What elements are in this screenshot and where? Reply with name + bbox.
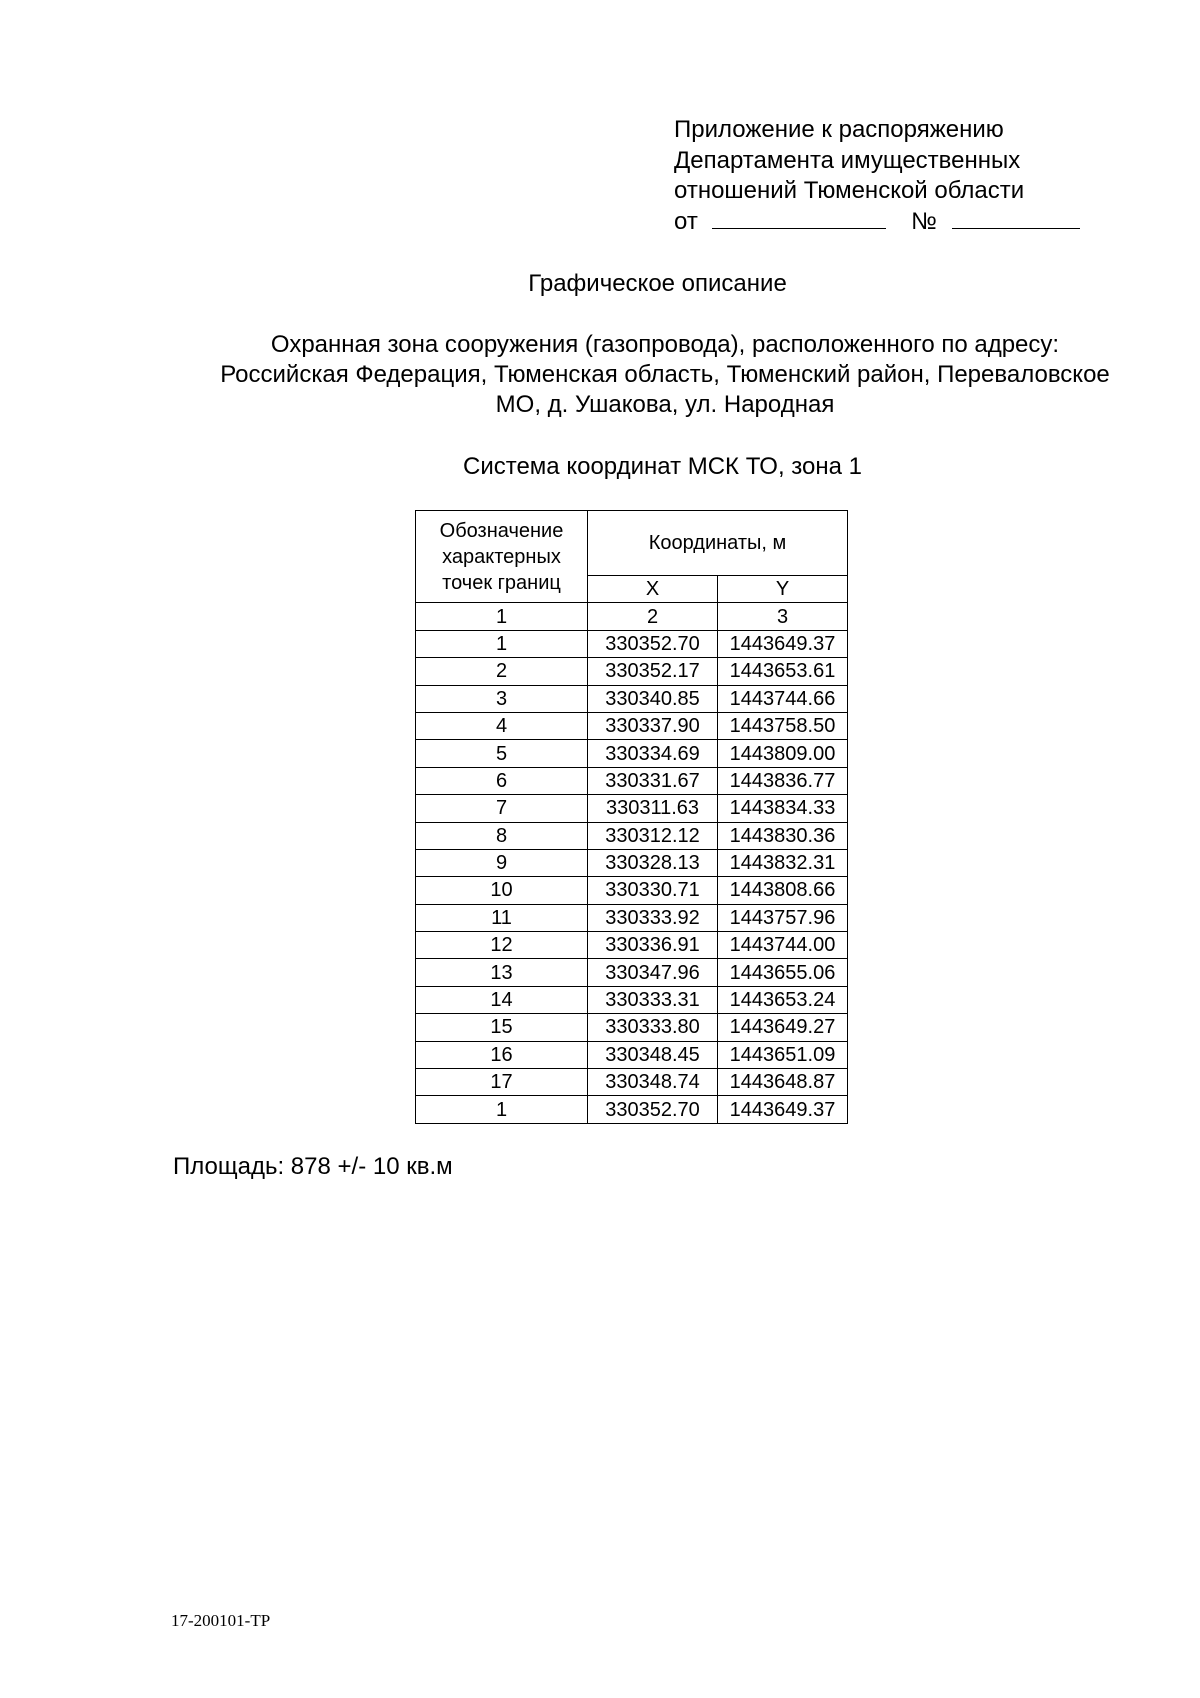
y-coordinate-cell: 1443653.61 bbox=[718, 658, 848, 685]
table-row bbox=[416, 849, 848, 876]
column-number-cell: 3 bbox=[718, 603, 848, 630]
x-coordinate-cell: 330352.70 bbox=[588, 1096, 718, 1123]
table-row bbox=[416, 1041, 848, 1068]
x-coordinate-cell: 330330.71 bbox=[588, 877, 718, 904]
appendix-block bbox=[674, 115, 1080, 237]
x-coordinate-cell: 330348.45 bbox=[588, 1041, 718, 1068]
appendix-line-3: отношений Тюменской области bbox=[674, 177, 1025, 204]
point-number-cell: 14 bbox=[416, 986, 588, 1013]
point-number-cell: 3 bbox=[416, 685, 588, 712]
description-line-1: Охранная зона сооружения (газопровода), расположенного по адресу: bbox=[270, 331, 1060, 358]
header-points-cell bbox=[416, 511, 588, 603]
x-coordinate-cell: 330337.90 bbox=[588, 712, 718, 739]
x-coordinate-cell: 330311.63 bbox=[588, 795, 718, 822]
x-coordinate-cell: 330312.12 bbox=[588, 822, 718, 849]
y-coordinate-cell: 1443832.31 bbox=[718, 849, 848, 876]
point-number-cell: 2 bbox=[416, 658, 588, 685]
y-coordinate-cell: 1443649.37 bbox=[718, 630, 848, 657]
table-row bbox=[416, 1014, 848, 1041]
table-row bbox=[416, 630, 848, 657]
x-coordinate-cell: 330333.80 bbox=[588, 1014, 718, 1041]
column-number-cell: 2 bbox=[588, 603, 718, 630]
y-coordinate-cell: 1443834.33 bbox=[718, 795, 848, 822]
coordinates-table-body bbox=[416, 511, 848, 1124]
table-row bbox=[416, 822, 848, 849]
header-y-cell: Y bbox=[718, 576, 848, 603]
date-label: от bbox=[674, 207, 698, 235]
x-coordinate-cell: 330331.67 bbox=[588, 767, 718, 794]
zone-description bbox=[165, 330, 1165, 420]
point-number-cell: 11 bbox=[416, 904, 588, 931]
y-coordinate-cell: 1443649.37 bbox=[718, 1096, 848, 1123]
number-blank bbox=[952, 208, 1080, 229]
header-points-line-3: точек границ bbox=[442, 571, 561, 594]
y-coordinate-cell: 1443648.87 bbox=[718, 1069, 848, 1096]
table-row bbox=[416, 767, 848, 794]
table-row bbox=[416, 904, 848, 931]
column-number-cell: 1 bbox=[416, 603, 588, 630]
y-coordinate-cell: 1443649.27 bbox=[718, 1014, 848, 1041]
y-coordinate-cell: 1443809.00 bbox=[718, 740, 848, 767]
y-coordinate-cell: 1443830.36 bbox=[718, 822, 848, 849]
appendix-date-number-line bbox=[674, 207, 1080, 238]
area-label: Площадь: 878 +/- 10 кв.м bbox=[173, 1153, 453, 1180]
point-number-cell: 8 bbox=[416, 822, 588, 849]
table-row bbox=[416, 740, 848, 767]
x-coordinate-cell: 330352.70 bbox=[588, 630, 718, 657]
coordinate-system-label: Система координат МСК ТО, зона 1 bbox=[463, 453, 862, 480]
header-coordinates-cell: Координаты, м bbox=[588, 511, 848, 576]
y-coordinate-cell: 1443757.96 bbox=[718, 904, 848, 931]
table-row bbox=[416, 712, 848, 739]
appendix-line-2: Департамента имущественных bbox=[674, 146, 1021, 174]
x-coordinate-cell: 330328.13 bbox=[588, 849, 718, 876]
header-x-cell: X bbox=[588, 576, 718, 603]
date-blank bbox=[712, 208, 886, 229]
description-line-2: Российская Федерация, Тюменская область, Тюменский район, Переваловское bbox=[220, 361, 1110, 388]
table-row bbox=[416, 959, 848, 986]
number-label: № bbox=[911, 207, 937, 235]
point-number-cell: 5 bbox=[416, 740, 588, 767]
x-coordinate-cell: 330336.91 bbox=[588, 932, 718, 959]
table-row bbox=[416, 932, 848, 959]
document-code: 17-200101-ТР bbox=[171, 1611, 271, 1630]
x-coordinate-cell: 330333.92 bbox=[588, 904, 718, 931]
y-coordinate-cell: 1443808.66 bbox=[718, 877, 848, 904]
point-number-cell: 15 bbox=[416, 1014, 588, 1041]
point-number-cell: 4 bbox=[416, 712, 588, 739]
x-coordinate-cell: 330347.96 bbox=[588, 959, 718, 986]
point-number-cell: 10 bbox=[416, 877, 588, 904]
y-coordinate-cell: 1443655.06 bbox=[718, 959, 848, 986]
x-coordinate-cell: 330334.69 bbox=[588, 740, 718, 767]
x-coordinate-cell: 330340.85 bbox=[588, 685, 718, 712]
point-number-cell: 13 bbox=[416, 959, 588, 986]
table-row bbox=[416, 685, 848, 712]
x-coordinate-cell: 330352.17 bbox=[588, 658, 718, 685]
y-coordinate-cell: 1443744.00 bbox=[718, 932, 848, 959]
y-coordinate-cell: 1443758.50 bbox=[718, 712, 848, 739]
point-number-cell: 1 bbox=[416, 630, 588, 657]
header-points-line-2: характерных bbox=[442, 545, 561, 568]
point-number-cell: 1 bbox=[416, 1096, 588, 1123]
table-row bbox=[416, 795, 848, 822]
table-header-row bbox=[416, 511, 848, 576]
x-coordinate-cell: 330333.31 bbox=[588, 986, 718, 1013]
column-numbers-row bbox=[416, 603, 848, 630]
y-coordinate-cell: 1443653.24 bbox=[718, 986, 848, 1013]
table-row bbox=[416, 877, 848, 904]
x-coordinate-cell: 330348.74 bbox=[588, 1069, 718, 1096]
coordinates-table bbox=[415, 510, 848, 1124]
point-number-cell: 12 bbox=[416, 932, 588, 959]
table-row bbox=[416, 986, 848, 1013]
point-number-cell: 16 bbox=[416, 1041, 588, 1068]
table-row bbox=[416, 1069, 848, 1096]
appendix-line-1: Приложение к распоряжению bbox=[674, 116, 1004, 143]
point-number-cell: 6 bbox=[416, 767, 588, 794]
y-coordinate-cell: 1443651.09 bbox=[718, 1041, 848, 1068]
y-coordinate-cell: 1443744.66 bbox=[718, 685, 848, 712]
point-number-cell: 17 bbox=[416, 1069, 588, 1096]
point-number-cell: 9 bbox=[416, 849, 588, 876]
header-points-line-1: Обозначение bbox=[439, 519, 564, 542]
description-line-3: МО, д. Ушакова, ул. Народная bbox=[495, 391, 835, 418]
table-row bbox=[416, 1096, 848, 1123]
point-number-cell: 7 bbox=[416, 795, 588, 822]
table-row bbox=[416, 658, 848, 685]
document-title: Графическое описание bbox=[528, 270, 787, 297]
y-coordinate-cell: 1443836.77 bbox=[718, 767, 848, 794]
